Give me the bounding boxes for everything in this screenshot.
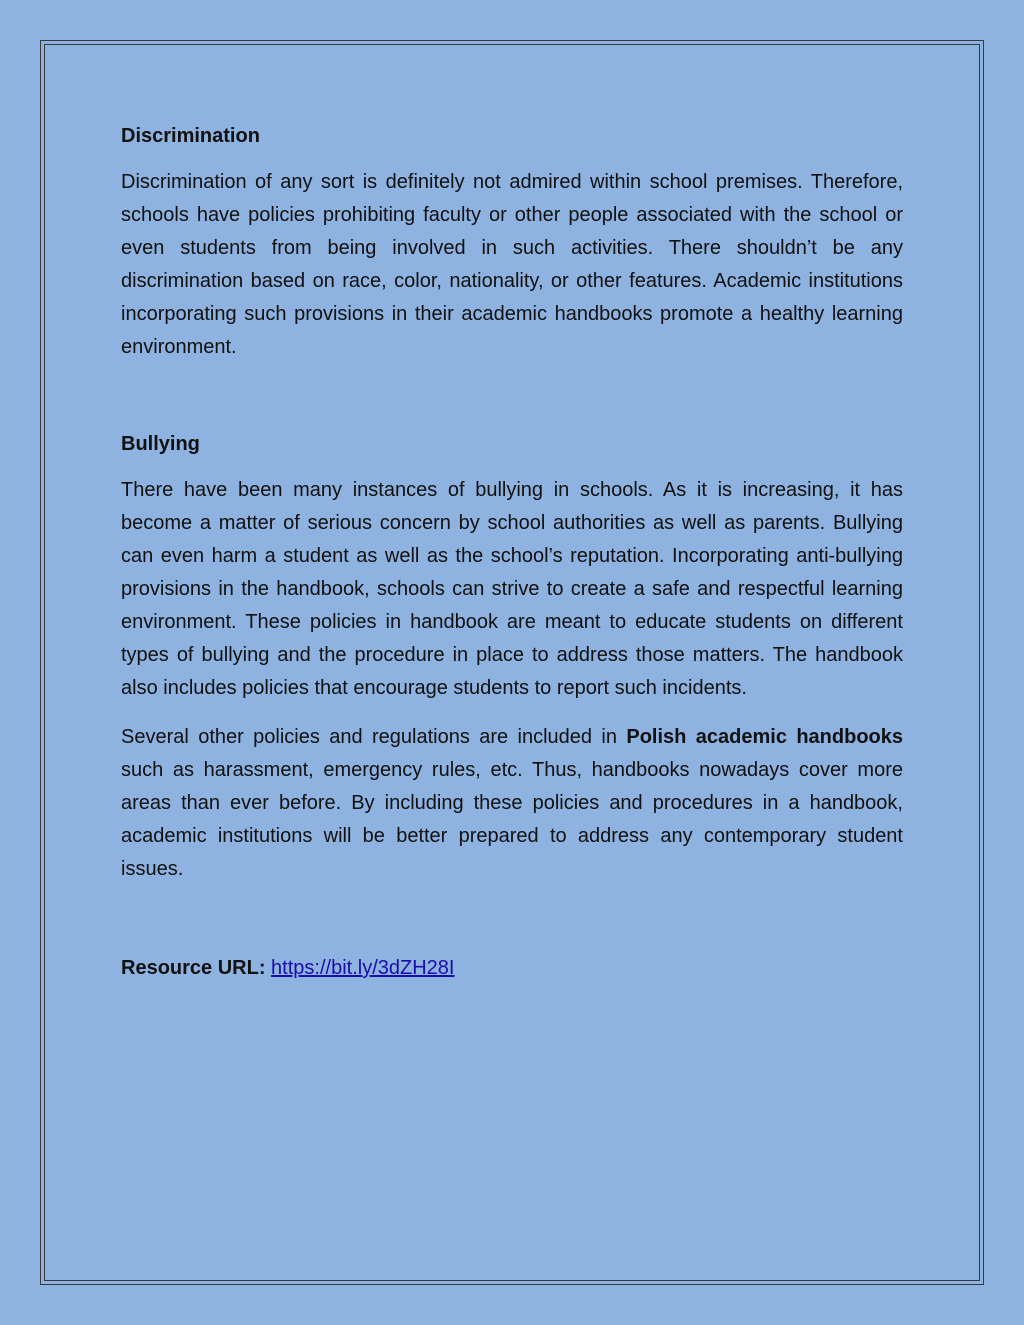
spacer: [121, 380, 903, 430]
resource-line: [121, 952, 903, 985]
resource-label: Resource URL:: [121, 957, 266, 979]
bold-phrase: Polish academic handbooks: [626, 726, 903, 748]
paragraph-text-before: Several other policies and regulations are included in: [121, 726, 627, 748]
resource-link[interactable]: https://bit.ly/3dZH28I: [271, 957, 455, 979]
paragraph-bullying: There have been many instances of bullying in schools. As it is increasing, it has become a matter of serious concern by school authorities as well as parents. Bullying can even harm a student as well as the school’s reputation. Incorporating anti-bullying provisions in the handbook, schools can strive to create a safe and respectful learning environment. These policies in handbook are meant to educate students on different types of bullying and the procedure in place to address those matters. The handbook also includes policies that encourage students to report such incidents.: [121, 479, 903, 699]
heading-discrimination: Discrimination: [121, 125, 260, 147]
spacer: [121, 902, 903, 952]
paragraph-text-after: such as harassment, emergency rules, etc. Thus, handbooks nowadays cover more areas than ever before. By including these policies and procedures in a handbook, academic institutions will be better prepared to address any contemporary student issues.: [121, 759, 903, 880]
document-content: [121, 122, 903, 1001]
heading-bullying: Bullying: [121, 433, 200, 455]
paragraph-discrimination: Discrimination of any sort is definitely not admired within school premises. Therefore, schools have policies prohibiting faculty or other people associated with the school or even students from being involved in such activities. There shouldn’t be any discrimination based on race, color, nationality, or other features. Academic institutions incorporating such provisions in their academic handbooks promote a healthy learning environment.: [121, 171, 903, 358]
paragraph-other-policies: [121, 721, 903, 886]
